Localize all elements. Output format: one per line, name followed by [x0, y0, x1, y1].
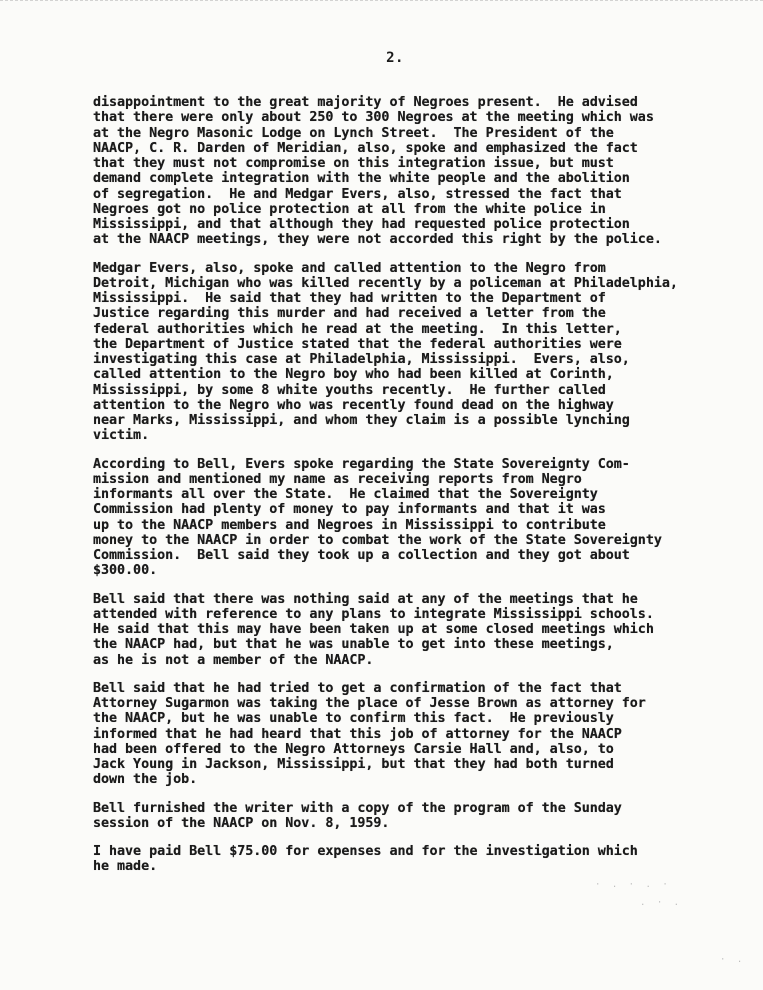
paragraph	[93, 681, 753, 788]
text-line: Bell said that there was nothing said at any of the meetings that he	[93, 591, 638, 607]
text-line: Negroes got no police protection at all from the white police in	[93, 201, 606, 217]
text-line: had been offered to the Negro Attorneys Carsie Hall and, also, to	[93, 741, 614, 757]
text-line: Justice regarding this murder and had received a letter from the	[93, 306, 606, 322]
text-line: mission and mentioned my name as receiving reports from Negro	[93, 471, 582, 487]
text-line: Commission had plenty of money to pay informants and that it was	[93, 502, 606, 518]
text-line: disappointment to the great majority of Negroes present. He advised	[93, 95, 638, 110]
text-line: as he is not a member of the NAACP.	[93, 652, 374, 668]
text-line: informants all over the State. He claimed that the Sovereignty	[93, 487, 598, 502]
text-line: the Department of Justice stated that the federal authorities were	[93, 336, 622, 352]
text-line: Mississippi. He said that they had written to the Department of	[93, 291, 606, 306]
text-line: Mississippi, and that although they had requested police protection	[93, 217, 630, 232]
text-line: at the NAACP meetings, they were not accorded this right by the police.	[93, 232, 662, 248]
text-line: he made.	[93, 859, 158, 875]
text-line: Jack Young in Jackson, Mississippi, but that they had both turned	[93, 757, 614, 772]
text-line: attended with reference to any plans to integrate Mississippi schools.	[93, 606, 654, 622]
scan-noise: · .	[720, 955, 746, 965]
text-line: Commission. Bell said they took up a collection and they got about	[93, 548, 630, 563]
text-line: I have paid Bell $75.00 for expenses and for the investigation which	[93, 844, 638, 859]
text-line: attention to the Negro who was recently found dead on the highway	[93, 397, 614, 413]
text-line: called attention to the Negro boy who had been killed at Corinth,	[93, 367, 614, 383]
text-line: Mississippi, by some 8 white youths recently. He further called	[93, 382, 606, 398]
text-line: session of the NAACP on Nov. 8, 1959.	[93, 815, 390, 831]
page-number: 2.	[386, 50, 404, 66]
page-top-edge	[0, 0, 763, 7]
text-line: federal authorities which he read at the meeting. In this letter,	[93, 321, 622, 337]
text-line: Detroit, Michigan who was killed recently by a policeman at Philadelphia,	[93, 275, 678, 291]
text-line: According to Bell, Evers spoke regarding the State Sovereignty Com-	[93, 456, 630, 472]
text-line: up to the NAACP members and Negroes in Mississippi to contribute	[93, 517, 606, 533]
text-line: Bell furnished the writer with a copy of the program of the Sunday	[93, 800, 622, 816]
paragraph	[93, 95, 753, 248]
text-line: victim.	[93, 428, 150, 444]
text-line: money to the NAACP in order to combat the work of the State Sovereignty	[93, 532, 662, 548]
text-line: that there were only about 250 to 300 Negroes at the meeting which was	[93, 110, 654, 126]
text-line: the NAACP had, but that he was unable to get into these meetings,	[93, 637, 614, 653]
text-line: Bell said that he had tried to get a confirmation of the fact that	[93, 680, 622, 696]
text-line: NAACP, C. R. Darden of Meridian, also, spoke and emphasized the fact	[93, 140, 638, 156]
paragraph	[93, 261, 753, 444]
text-line: Medgar Evers, also, spoke and called attention to the Negro from	[93, 260, 606, 276]
text-line: $300.00.	[93, 563, 158, 579]
text-line: that they must not compromise on this integration issue, but must	[93, 156, 614, 171]
text-line: informed that he had heard that this job of attorney for the NAACP	[93, 726, 622, 742]
text-line: near Marks, Mississippi, and whom they claim is a possible lynching	[93, 413, 630, 428]
paragraph	[93, 592, 753, 668]
text-line: investigating this case at Philadelphia, Mississippi. Evers, also,	[93, 352, 630, 367]
text-line: He said that this may have been taken up at some closed meetings which	[93, 622, 654, 637]
text-line: demand complete integration with the white people and the abolition	[93, 171, 630, 187]
text-line: at the Negro Masonic Lodge on Lynch Street. The President of the	[93, 125, 614, 141]
paragraph	[93, 801, 753, 832]
scan-noise: · . · . ·	[595, 880, 671, 890]
text-line: down the job.	[93, 772, 198, 788]
scan-noise: . · .	[640, 898, 683, 908]
text-line: Attorney Sugarmon was taking the place of Jesse Brown as attorney for	[93, 696, 646, 711]
text-line: the NAACP, but he was unable to confirm this fact. He previously	[93, 711, 614, 727]
paragraph	[93, 844, 753, 875]
paragraph	[93, 457, 753, 579]
text-line: of segregation. He and Medgar Evers, also, stressed the fact that	[93, 186, 622, 202]
document-body	[93, 95, 753, 888]
